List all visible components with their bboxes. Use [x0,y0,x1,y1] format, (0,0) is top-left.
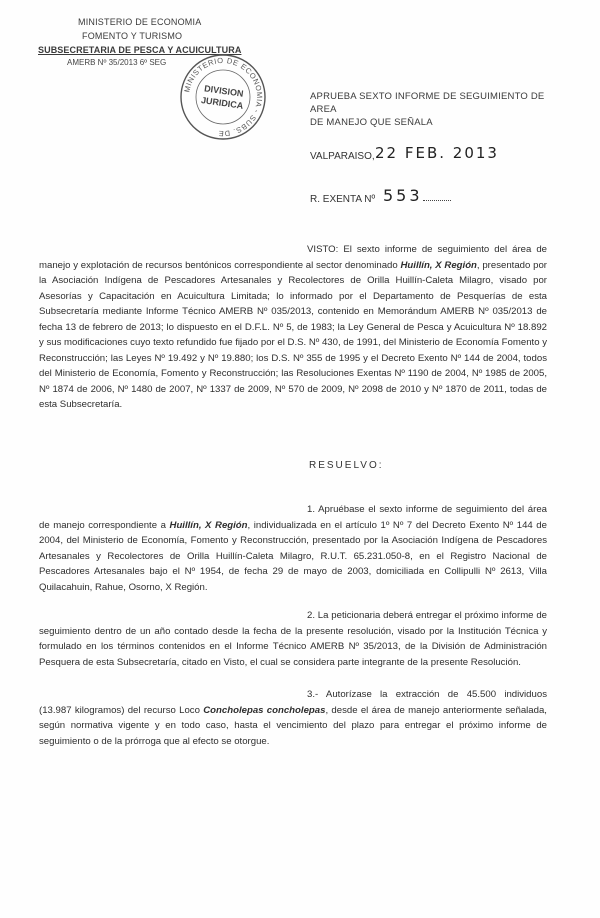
item-3-paragraph [39,687,547,749]
visto-sector: Huillín, X Región [400,259,477,271]
resolution-title [310,90,560,129]
ministry-subtitle: FOMENTO Y TURISMO [82,31,183,41]
amerb-reference: AMERB Nº 35/2013 6º SEG [67,58,167,67]
visto-section [39,242,547,413]
resolution-item-2 [39,608,547,670]
stamp-ring-text: MINISTERIO DE ECONOMIA - SUBS. DE [182,55,265,139]
item-3-lead: 3.- Autorízase la extracción de 45.500 individuos (13.987 kilogramos) del recurso Loco [39,689,547,716]
visto-text-lead: El sexto informe de seguimiento del área de manejo y explotación de recursos bentónicos correspondiente al sector denominado [39,244,548,271]
division-juridica-stamp [178,52,268,142]
stamp-center-line1: DIVISION [203,83,245,99]
title-line-1: APRUEBA SEXTO INFORME DE SEGUIMIENTO DE AREA [310,91,545,115]
visto-paragraph [39,242,547,413]
item-3-species: Concholepas concholepas [203,704,326,716]
item-2-paragraph: 2. La peticionaria deberá entregar el próximo informe de seguimiento dentro de un año contado desde la fecha de la presente resolución, visado por la Institución Técnica y formulado en los términos contenidos en el Informe Técnico AMERB Nº 35/2013, de la División de Administración Pesquera de esta Subsecretaría, citado en Visto, el cual se considera parte integrante de la presente Resolución. [39,610,547,668]
resolution-item-3 [39,687,547,749]
place-label: VALPARAISO, [310,151,375,162]
item-1-rest: , individualizada en el artículo 1º Nº 7 del Decreto Exento Nº 144 de 2004, del Ministerio de Economía, Fomento y Reconstrucción, presentado por la Asociación Indígena de Pescadores Artesanales y Recolectores de Orilla Huillín-Caleta Milagro, R.U.T. 65.231.050-8, en el Registro Nacional de Pescadores Artesanales bajo el Nº 1954, de fecha 29 de mayo de 2003, domiciliada en Collipulli Nº 2613, Villa Quilacahuin, Rahue, Osorno, X Región. [39,519,547,593]
item-1-sector: Huillín, X Región [169,519,248,531]
resuelvo-heading: RESUELVO: [309,460,384,471]
signature-line [423,200,451,201]
item-1-paragraph [39,502,547,595]
exenta-number-value: 553 [383,186,423,205]
subsecretaria-name: SUBSECRETARIA DE PESCA Y ACUICULTURA [38,45,242,55]
title-line-2: DE MANEJO QUE SEÑALA [310,117,433,128]
ministry-name: MINISTERIO DE ECONOMIA [78,17,202,27]
resolution-date: 22 FEB. 2013 [375,144,499,162]
item-1-lead: 1. Apruébase el sexto informe de seguimiento del área de manejo correspondiente a [39,504,547,531]
exenta-number [383,186,451,205]
resolution-item-1 [39,502,547,595]
visto-label: VISTO: [307,244,339,255]
stamp-center-line2: JURIDICA [200,95,244,111]
exenta-label: R. EXENTA Nº [310,194,376,205]
visto-text-rest: , presentado por la Asociación Indígena de Pescadores Artesanales y Recolectores de Orilla Huillín-Caleta Milagro, visado por Asesorías y Capacitación en Acuicultura Limitada; lo informado por el Departamento de Pesquerías de esta Subsecretaría mediante Informe Técnico AMERB Nº 035/2013, contenido en Memorándum AMERB Nº 035/2013 de fecha 13 de febrero de 2013; lo dispuesto en el D.F.L. Nº 5, de 1983; la Ley General de Pesca y Acuicultura Nº 18.892 y sus modificaciones cuyo texto refundido fue fijado por el D.S. Nº 430, de 1991, del Ministerio de Economía Fomento y Reconstrucción; las Leyes Nº 19.492 y Nº 19.880; los D.S. Nº 355 de 1995 y el Decreto Exento Nº 144 de 2004, todos del Ministerio de Economía, Fomento y Reconstrucción; las Resoluciones Exentas Nº 1190 de 2004, Nº 1985 de 2005, Nº 1874 de 2006, Nº 1480 de 2007, Nº 1337 de 2009, Nº 570 de 2009, Nº 2098 de 2010 y Nº 1870 de 2011, todas de esta Subsecretaría. [39,259,547,410]
item-3-rest: , desde el área de manejo anteriormente señalada, según normativa vigente y en todo caso, hasta el vencimiento del plazo para entregar el próximo informe de seguimiento o de la prórroga que al efecto se otorgue. [39,704,547,747]
